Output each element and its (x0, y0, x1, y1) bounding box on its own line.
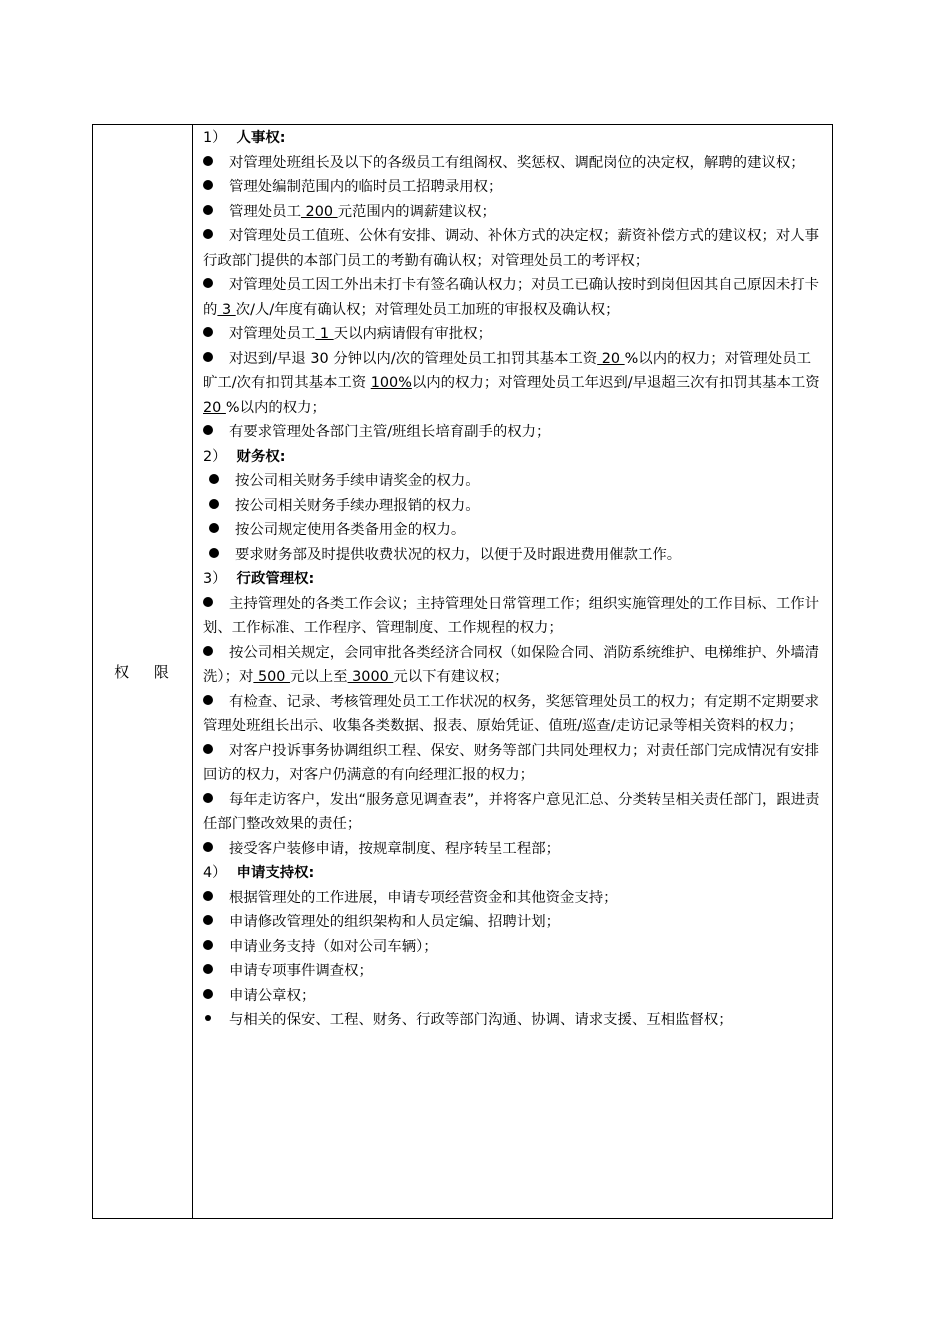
bullet-icon (203, 695, 213, 705)
underlined-value: 20 (203, 399, 226, 416)
underlined-value: 100% (370, 375, 412, 391)
section-title: 人事权: (236, 130, 286, 146)
bullet-icon (203, 425, 213, 435)
section-number: 1） (203, 130, 227, 146)
bullet-icon (203, 646, 213, 656)
item-text: 以内的权力；对管理处员工年迟到/早退超三次有扣罚其基本工资 (411, 375, 820, 391)
item-text: %以内的权力； (225, 399, 326, 416)
section-heading (203, 126, 824, 151)
list-item (203, 420, 824, 445)
item-text: 有要求管理处各部门主管/班组长培育副手的权力； (229, 424, 551, 440)
item-text: 与相关的保安、工程、财务、行政等部门沟通、协调、请求支援、互相监督权； (229, 1012, 733, 1028)
item-text: 申请业务支持（如对公司车辆）； (229, 938, 438, 955)
bullet-icon (205, 1015, 211, 1021)
list-item (203, 469, 824, 494)
bullet-icon (203, 842, 213, 852)
item-text: 对管理处班组长及以下的各级员工有组阁权、奖惩权、调配岗位的决定权，解聘的建议权； (229, 154, 805, 171)
bullet-icon (203, 352, 213, 362)
item-text: 对管理处员工 (229, 326, 316, 342)
item-text: 管理处员工 (229, 203, 301, 220)
section-heading (203, 861, 824, 886)
item-text: 按公司相关财务手续申请奖金的权力。 (235, 473, 480, 489)
section-title: 财务权: (236, 448, 286, 465)
item-text: 根据管理处的工作进展，申请专项经营资金和其他资金支持； (229, 889, 618, 906)
item-text: 元以下有建议权； (393, 669, 509, 685)
bullet-icon (209, 548, 219, 558)
list-item (203, 322, 824, 347)
list-item (203, 347, 824, 421)
section-number: 2） (203, 448, 227, 465)
underlined-value: 3 (217, 301, 236, 318)
list-item (203, 200, 824, 225)
item-text: 对客户投诉事务协调组织工程、保安、财务等部门共同处理权力；对责任部门完成情况有安排回访的权力，对客户仍满意的有向经理汇报的权力； (203, 742, 820, 783)
underlined-value: 200 (300, 203, 338, 220)
item-text: 对迟到/早退 30 分钟以内/次的管理处员工扣罚其基本工资 (229, 350, 598, 367)
bullet-icon (203, 180, 213, 190)
bullet-icon (203, 964, 213, 974)
item-text: 对管理处员工因工外出未打卡有签名确认权力；对员工已确认按时到岗但因其自己原因未打卡的 (203, 277, 820, 318)
bullet-icon (203, 915, 213, 925)
bullet-icon (203, 229, 213, 239)
item-text: 天以内病请假有审批权； (333, 326, 492, 342)
list-item (203, 788, 824, 837)
bullet-icon (209, 499, 219, 509)
bullet-icon (203, 205, 213, 215)
bullet-icon (209, 474, 219, 484)
bullet-icon (209, 523, 219, 533)
item-text: 对管理处员工值班、公休有安排、调动、补休方式的决定权；薪资补偿方式的建议权；对人事行政部门提供的本部门员工的考勤有确认权；对管理处员工的考评权； (203, 228, 820, 269)
item-text: 按公司规定使用各类备用金的权力。 (235, 522, 466, 538)
bullet-icon (203, 940, 213, 950)
list-item (203, 1008, 824, 1033)
section-number: 4） (203, 865, 227, 881)
bullet-icon (203, 793, 213, 803)
bullet-icon (203, 278, 213, 288)
list-item (203, 518, 824, 543)
section-number: 3） (203, 571, 227, 587)
authority-table (92, 124, 833, 1219)
section-heading (203, 445, 824, 470)
item-text: 申请修改管理处的组织架构和人员定编、招聘计划； (229, 914, 560, 930)
item-text: 要求财务部及时提供收费状况的权力，以便于及时跟进费用催款工作。 (235, 546, 682, 563)
list-item (203, 959, 824, 984)
item-text: %以内的权力；对管理处员工旷工/次有扣罚其基本工资 (203, 350, 811, 391)
bullet-icon (203, 156, 213, 166)
list-item (203, 592, 824, 641)
item-text: 申请公章权； (229, 987, 316, 1004)
underlined-value: 1 (315, 326, 334, 342)
item-text: 元范围内的调薪建议权； (337, 203, 496, 220)
section-title: 申请支持权: (236, 865, 315, 881)
underlined-value: 500 (253, 669, 290, 685)
item-text: 有检查、记录、考核管理处员工工作状况的权务，奖惩管理处员工的权力；有定期不定期要求管理处班组长出示、收集各类数据、报表、原始凭证、值班/巡查/走访记录等相关资料的权力； (203, 693, 820, 734)
bullet-icon (203, 891, 213, 901)
list-item (203, 935, 824, 960)
bullet-icon (203, 597, 213, 607)
item-text: 按公司相关规定，会同审批各类经济合同权（如保险合同、消防系统维护、电梯维护、外墙清洗）；对 (203, 644, 820, 685)
row-label: 权 限 (93, 125, 193, 1218)
item-text: 每年走访客户，发出“服务意见调查表”，并将客户意见汇总、分类转呈相关责任部门，跟进责任部门整改效果的责任； (203, 791, 820, 832)
list-item (203, 151, 824, 176)
list-item (203, 690, 824, 739)
list-item (203, 494, 824, 519)
section-heading (203, 567, 824, 592)
list-item (203, 837, 824, 862)
item-text: 主持管理处的各类工作会议；主持管理处日常管理工作；组织实施管理处的工作目标、工作计划、工作标准、工作程序、管理制度、工作规程的权力； (203, 595, 820, 636)
list-item (203, 543, 824, 568)
item-text: 申请专项事件调查权； (229, 963, 373, 979)
bullet-icon (203, 989, 213, 999)
underlined-value: 3000 (347, 669, 394, 685)
item-text: 元以上至 (290, 669, 348, 685)
bullet-icon (203, 744, 213, 754)
list-item (203, 224, 824, 273)
authority-content (193, 125, 832, 1033)
list-item (203, 273, 824, 322)
item-text: 按公司相关财务手续办理报销的权力。 (235, 497, 480, 514)
list-item (203, 641, 824, 690)
underlined-value: 20 (597, 350, 625, 367)
list-item (203, 886, 824, 911)
item-text: 次/人/年度有确认权；对管理处员工加班的审报权及确认权； (235, 301, 620, 318)
item-text: 接受客户装修申请，按规章制度、程序转呈工程部； (229, 840, 560, 857)
list-item (203, 175, 824, 200)
bullet-icon (203, 327, 213, 337)
section-title: 行政管理权: (236, 571, 315, 587)
list-item (203, 910, 824, 935)
item-text: 管理处编制范围内的临时员工招聘录用权； (229, 179, 503, 195)
list-item (203, 739, 824, 788)
list-item (203, 984, 824, 1009)
